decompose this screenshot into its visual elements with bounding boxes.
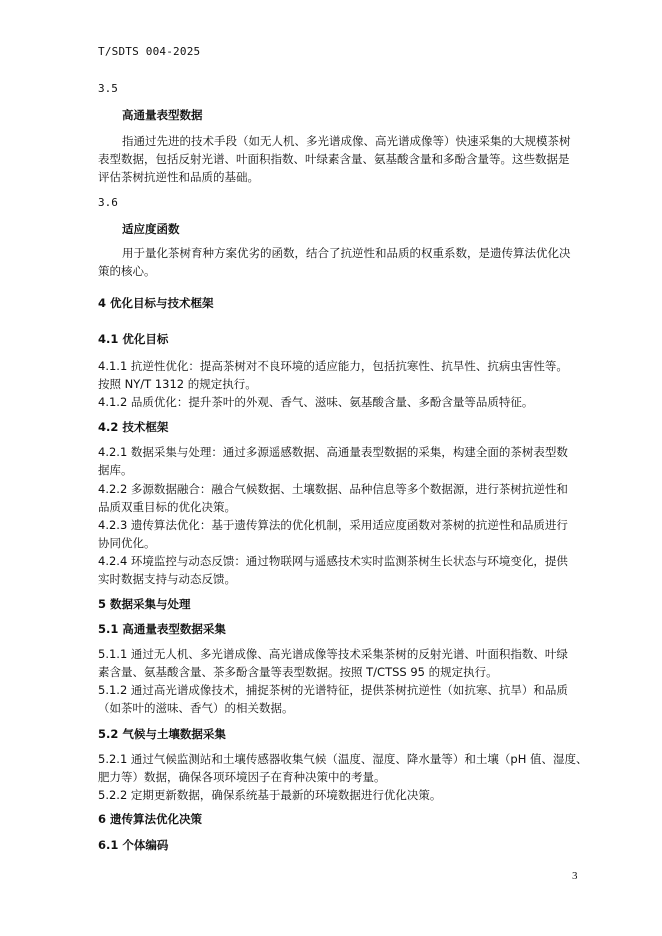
clause-number-3-5: 3.5: [98, 82, 118, 95]
subsection-heading-6-1: 6.1 个体编码: [98, 838, 169, 852]
paragraph-line: 肥力等）数据，确保各项环境因子在育种决策中的考量。: [98, 770, 386, 784]
subsection-heading-5-1: 5.1 高通量表型数据采集: [98, 622, 226, 636]
paragraph-line: 协同优化。: [98, 536, 156, 550]
paragraph-line: 4.1.2 品质优化：提升茶叶的外观、香气、滋味、氨基酸含量、多酚含量等品质特征。: [98, 395, 534, 409]
paragraph-line: 按照 NY/T 1312 的规定执行。: [98, 377, 257, 391]
paragraph-line: 策的核心。: [98, 264, 156, 278]
paragraph-line: 据库。: [98, 463, 133, 477]
paragraph-line: 5.1.2 通过高光谱成像技术，捕捉茶树的光谱特征，提供茶树抗逆性（如抗寒、抗旱）和品质: [98, 683, 568, 697]
paragraph-line: 5.2.1 通过气候监测站和土壤传感器收集气候（温度、湿度、降水量等）和土壤（pH 值、湿度、: [98, 752, 588, 766]
clause-number-3-6: 3.6: [98, 196, 118, 209]
section-heading-5: 5 数据采集与处理: [98, 597, 191, 611]
paragraph-line: 评估茶树抗逆性和品质的基础。: [98, 170, 259, 184]
term-title-3-6: 适应度函数: [122, 222, 180, 236]
paragraph-line: （如茶叶的滋味、香气）的相关数据。: [98, 701, 294, 715]
subsection-heading-5-2: 5.2 气候与土壤数据采集: [98, 727, 226, 741]
paragraph-line: 指通过先进的技术手段（如无人机、多光谱成像、高光谱成像等）快速采集的大规模茶树: [122, 134, 571, 148]
page-number: 3: [572, 870, 578, 882]
paragraph-line: 实时数据支持与动态反馈。: [98, 572, 236, 586]
paragraph-line: 5.1.1 通过无人机、多光谱成像、高光谱成像等技术采集茶树的反射光谱、叶面积指数、叶绿: [98, 647, 568, 661]
term-title-3-5: 高通量表型数据: [122, 108, 203, 122]
subsection-heading-4-2: 4.2 技术框架: [98, 420, 169, 434]
paragraph-line: 用于量化茶树育种方案优劣的函数，结合了抗逆性和品质的权重系数，是遗传算法优化决: [122, 246, 571, 260]
paragraph-line: 4.2.3 遗传算法优化：基于遗传算法的优化机制，采用适应度函数对茶树的抗逆性和品质进行: [98, 518, 568, 532]
paragraph-line: 4.2.1 数据采集与处理：通过多源遥感数据、高通量表型数据的采集，构建全面的茶树表型数: [98, 445, 568, 459]
paragraph-line: 素含量、氨基酸含量、茶多酚含量等表型数据。按照 T/CTSS 95 的规定执行。: [98, 665, 498, 679]
document-header-id: T/SDTS 004-2025: [98, 45, 201, 58]
paragraph-line: 5.2.2 定期更新数据，确保系统基于最新的环境数据进行优化决策。: [98, 788, 442, 802]
paragraph-line: 4.2.4 环境监控与动态反馈：通过物联网与遥感技术实时监测茶树生长状态与环境变化，提供: [98, 554, 568, 568]
section-heading-6: 6 遗传算法优化决策: [98, 812, 203, 826]
paragraph-line: 4.2.2 多源数据融合：融合气候数据、土壤数据、品种信息等多个数据源，进行茶树抗逆性和: [98, 482, 568, 496]
paragraph-line: 表型数据，包括反射光谱、叶面积指数、叶绿素含量、氨基酸含量和多酚含量等。这些数据是: [98, 152, 570, 166]
section-heading-4: 4 优化目标与技术框架: [98, 296, 214, 310]
paragraph-line: 品质双重目标的优化决策。: [98, 500, 236, 514]
paragraph-line: 4.1.1 抗逆性优化：提高茶树对不良环境的适应能力，包括抗寒性、抗旱性、抗病虫害性等。: [98, 359, 568, 373]
subsection-heading-4-1: 4.1 优化目标: [98, 332, 169, 346]
